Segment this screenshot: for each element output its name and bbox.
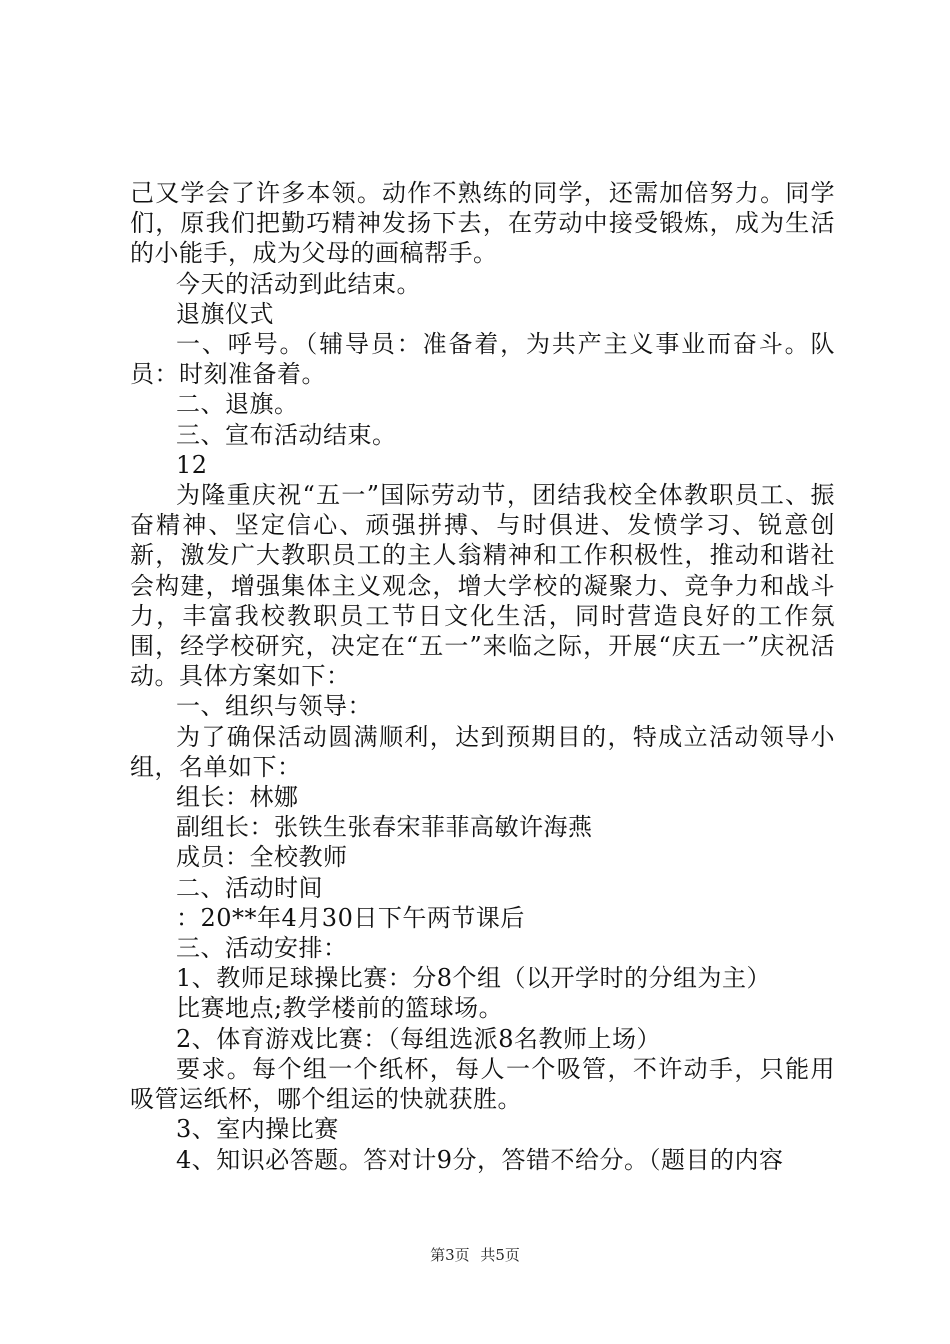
page-footer [0,1244,950,1265]
paragraph-17: 1、教师足球操比赛：分8个组（以开学时的分组为主） [176,964,772,993]
page-number: 第3页 [430,1246,470,1264]
paragraph-15: ：20**年4月30日下午两节课后 [176,903,525,932]
paragraph-5: 二、退旗。 [176,390,299,419]
paragraph-8: 为隆重庆祝“五一”国际劳动节，团结我校全体教职员工、振奋精神、坚定信心、顽强拼搏、与时俱进、发愤学习、锐意创新，激发广大教职员工的主人翁精神和工作积极性，推动和谐社会构建，增强集体主义观念，增大学校的凝聚力、竞争力和战斗力，丰富我校教职员工节日文化生活，同时营造良好的工作氛围，经学校研究，决定在“五一”来临之际，开展“庆五一”庆祝活动。具体方案如下： [130,481,835,691]
paragraph-1: 己又学会了许多本领。动作不熟练的同学，还需加倍努力。同学们，原我们把勤巧精神发扬下去，在劳动中接受锻炼，成为生活的小能手，成为父母的画稿帮手。 [130,179,835,268]
paragraph-19: 2、体育游戏比赛：（每组选派8名教师上场） [176,1024,662,1053]
paragraph-6: 三、宣布活动结束。 [176,420,397,449]
document-body [130,178,835,1175]
paragraph-14: 二、活动时间 [176,873,323,902]
paragraph-22: 4、知识必答题。答对计9分，答错不给分。（题目的内容 [176,1145,784,1174]
paragraph-11: 组长：林娜 [176,783,299,812]
paragraph-2: 今天的活动到此结束。 [176,269,421,298]
paragraph-18: 比赛地点;教学楼前的篮球场。 [176,994,504,1023]
paragraph-13: 成员：全校教师 [176,843,348,872]
paragraph-12: 副组长：张铁生张春宋菲菲高敏许海燕 [176,813,593,842]
paragraph-9: 一、组织与领导： [176,692,372,721]
page-total: 共5页 [480,1246,520,1264]
paragraph-7: 12 [176,450,208,479]
paragraph-20: 要求。每个组一个纸杯，每人一个吸管，不许动手，只能用吸管运纸杯，哪个组运的快就获胜。 [130,1054,835,1114]
paragraph-3: 退旗仪式 [176,299,274,328]
paragraph-16: 三、活动安排： [176,934,348,963]
paragraph-4: 一、呼号。（辅导员：准备着，为共产主义事业而奋斗。队员：时刻准备着。 [130,330,835,389]
paragraph-21: 3、室内操比赛 [176,1115,339,1144]
paragraph-10: 为了确保活动圆满顺利，达到预期目的，特成立活动领导小组，名单如下： [130,722,835,781]
